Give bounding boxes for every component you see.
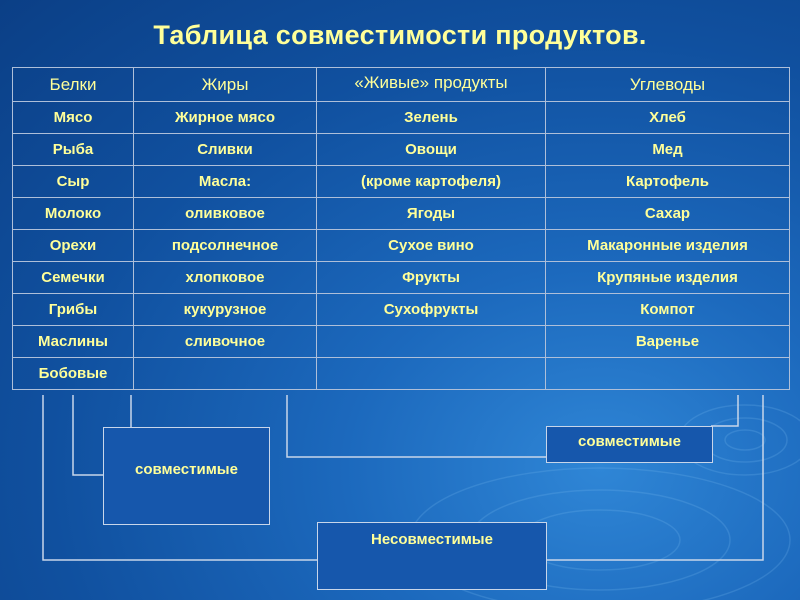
table-cell: Рыба xyxy=(13,134,134,166)
table-cell: Овощи xyxy=(317,134,546,166)
table-body xyxy=(13,102,790,390)
table-cell: Зелень xyxy=(317,102,546,134)
table-cell: Бобовые xyxy=(13,358,134,390)
table-row xyxy=(13,262,790,294)
table-cell: Хлеб xyxy=(546,102,790,134)
table-cell: оливковое xyxy=(134,198,317,230)
table-row xyxy=(13,230,790,262)
table-cell xyxy=(317,358,546,390)
table-cell: подсолнечное xyxy=(134,230,317,262)
table-cell: Ягоды xyxy=(317,198,546,230)
table-row xyxy=(13,294,790,326)
table-cell: Сахар xyxy=(546,198,790,230)
header-fats: Жиры xyxy=(134,68,317,102)
table-cell: Макаронные изделия xyxy=(546,230,790,262)
table-cell: Мясо xyxy=(13,102,134,134)
compatibility-table xyxy=(12,67,790,390)
table-cell: Семечки xyxy=(13,262,134,294)
header-carbohydrates: Углеводы xyxy=(546,68,790,102)
header-live-products: «Живые» продукты xyxy=(317,68,546,102)
table-cell: Сливки xyxy=(134,134,317,166)
table-cell: Молоко xyxy=(13,198,134,230)
table-cell xyxy=(546,358,790,390)
table-row xyxy=(13,102,790,134)
incompatible-box: Несовместимые xyxy=(317,522,547,590)
table-cell: хлопковое xyxy=(134,262,317,294)
compatible-box-left: совместимые xyxy=(103,427,270,525)
header-proteins: Белки xyxy=(13,68,134,102)
table-cell: Масла: xyxy=(134,166,317,198)
table-cell: Сухое вино xyxy=(317,230,546,262)
table-cell: Маслины xyxy=(13,326,134,358)
table-cell: Орехи xyxy=(13,230,134,262)
table-row xyxy=(13,166,790,198)
table-cell: Сыр xyxy=(13,166,134,198)
table-cell xyxy=(134,358,317,390)
table-cell: Жирное мясо xyxy=(134,102,317,134)
table-cell: Крупяные изделия xyxy=(546,262,790,294)
table-row xyxy=(13,358,790,390)
table-cell: Грибы xyxy=(13,294,134,326)
table-cell: Фрукты xyxy=(317,262,546,294)
table-cell: сливочное xyxy=(134,326,317,358)
table-cell: Сухофрукты xyxy=(317,294,546,326)
table-cell: (кроме картофеля) xyxy=(317,166,546,198)
table-cell: Варенье xyxy=(546,326,790,358)
table-header-row xyxy=(13,68,790,102)
compatible-box-right: совместимые xyxy=(546,426,713,463)
table-row xyxy=(13,326,790,358)
page-title: Таблица совместимости продуктов. xyxy=(153,20,647,50)
table-row xyxy=(13,134,790,166)
table-cell xyxy=(317,326,546,358)
table-cell: Мед xyxy=(546,134,790,166)
table-cell: Картофель xyxy=(546,166,790,198)
table-cell: Компот xyxy=(546,294,790,326)
table-row xyxy=(13,198,790,230)
table-cell: кукурузное xyxy=(134,294,317,326)
